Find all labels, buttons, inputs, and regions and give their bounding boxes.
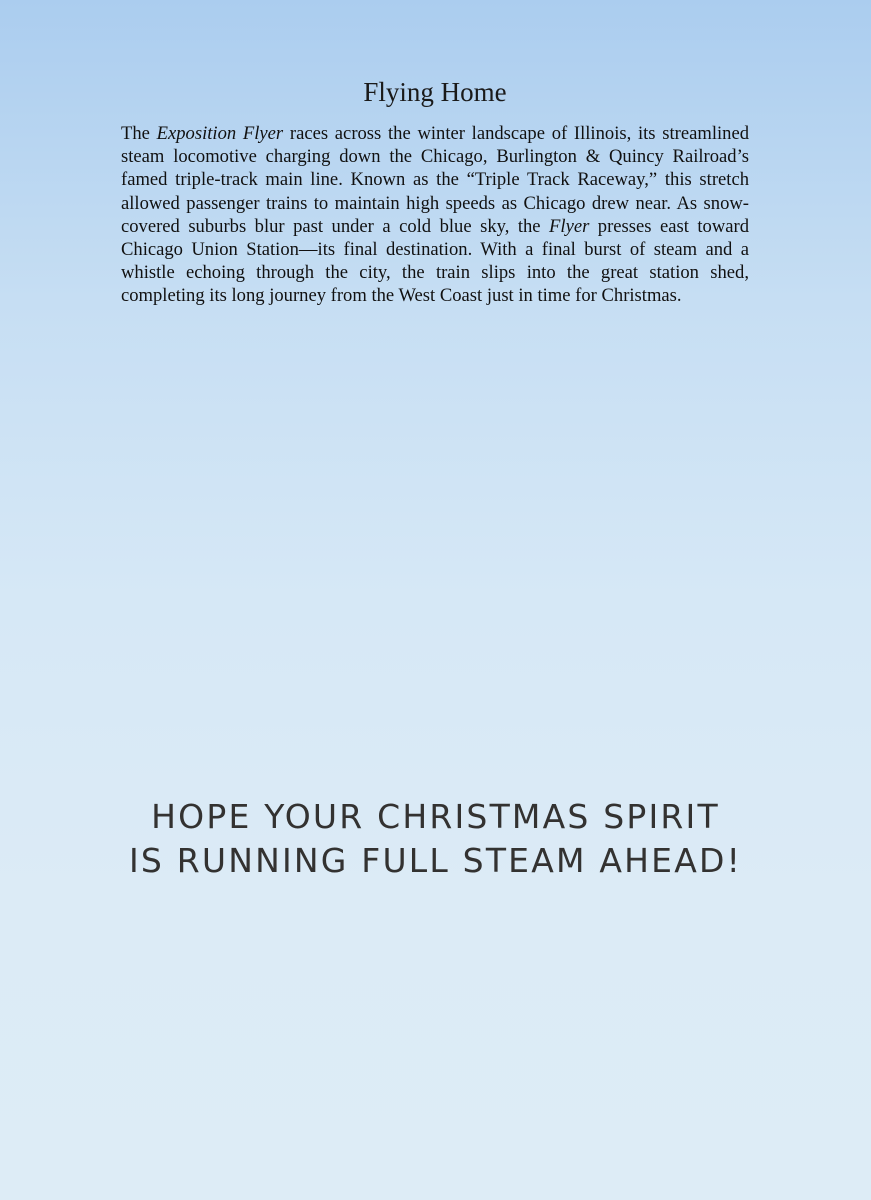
story-block — [121, 74, 749, 308]
train-short-name: Flyer — [549, 215, 590, 237]
story-text-part-3: presses east toward Chicago Union Station—its final destination. With a final burst of steam and a whistle echoing through the city, the train slips into the great station shed, completing its long journey from the West Coast just in time for Christmas. — [121, 215, 750, 307]
greeting-line-1: HOPE YOUR CHRISTMAS SPIRIT — [151, 797, 720, 836]
story-text-part-1: The — [121, 123, 157, 144]
story-title: Flying Home — [363, 77, 507, 107]
story-body — [121, 122, 749, 308]
train-name: Exposition Flyer — [156, 123, 284, 144]
story-text-part-2: races across the winter landscape of Illinois, its streamlined steam locomotive charging down the Chicago, Burlington & Quincy Railroad’s famed triple-track main line. Known as the “Triple Track Raceway,” this stretch allowed passenger trains to maintain high speeds as Chicago drew near. As snow-covered suburbs blur past under a cold blue sky, the — [121, 123, 750, 237]
greeting-line-2: IS RUNNING FULL STEAM AHEAD! — [128, 841, 743, 880]
greeting-message — [0, 795, 871, 883]
